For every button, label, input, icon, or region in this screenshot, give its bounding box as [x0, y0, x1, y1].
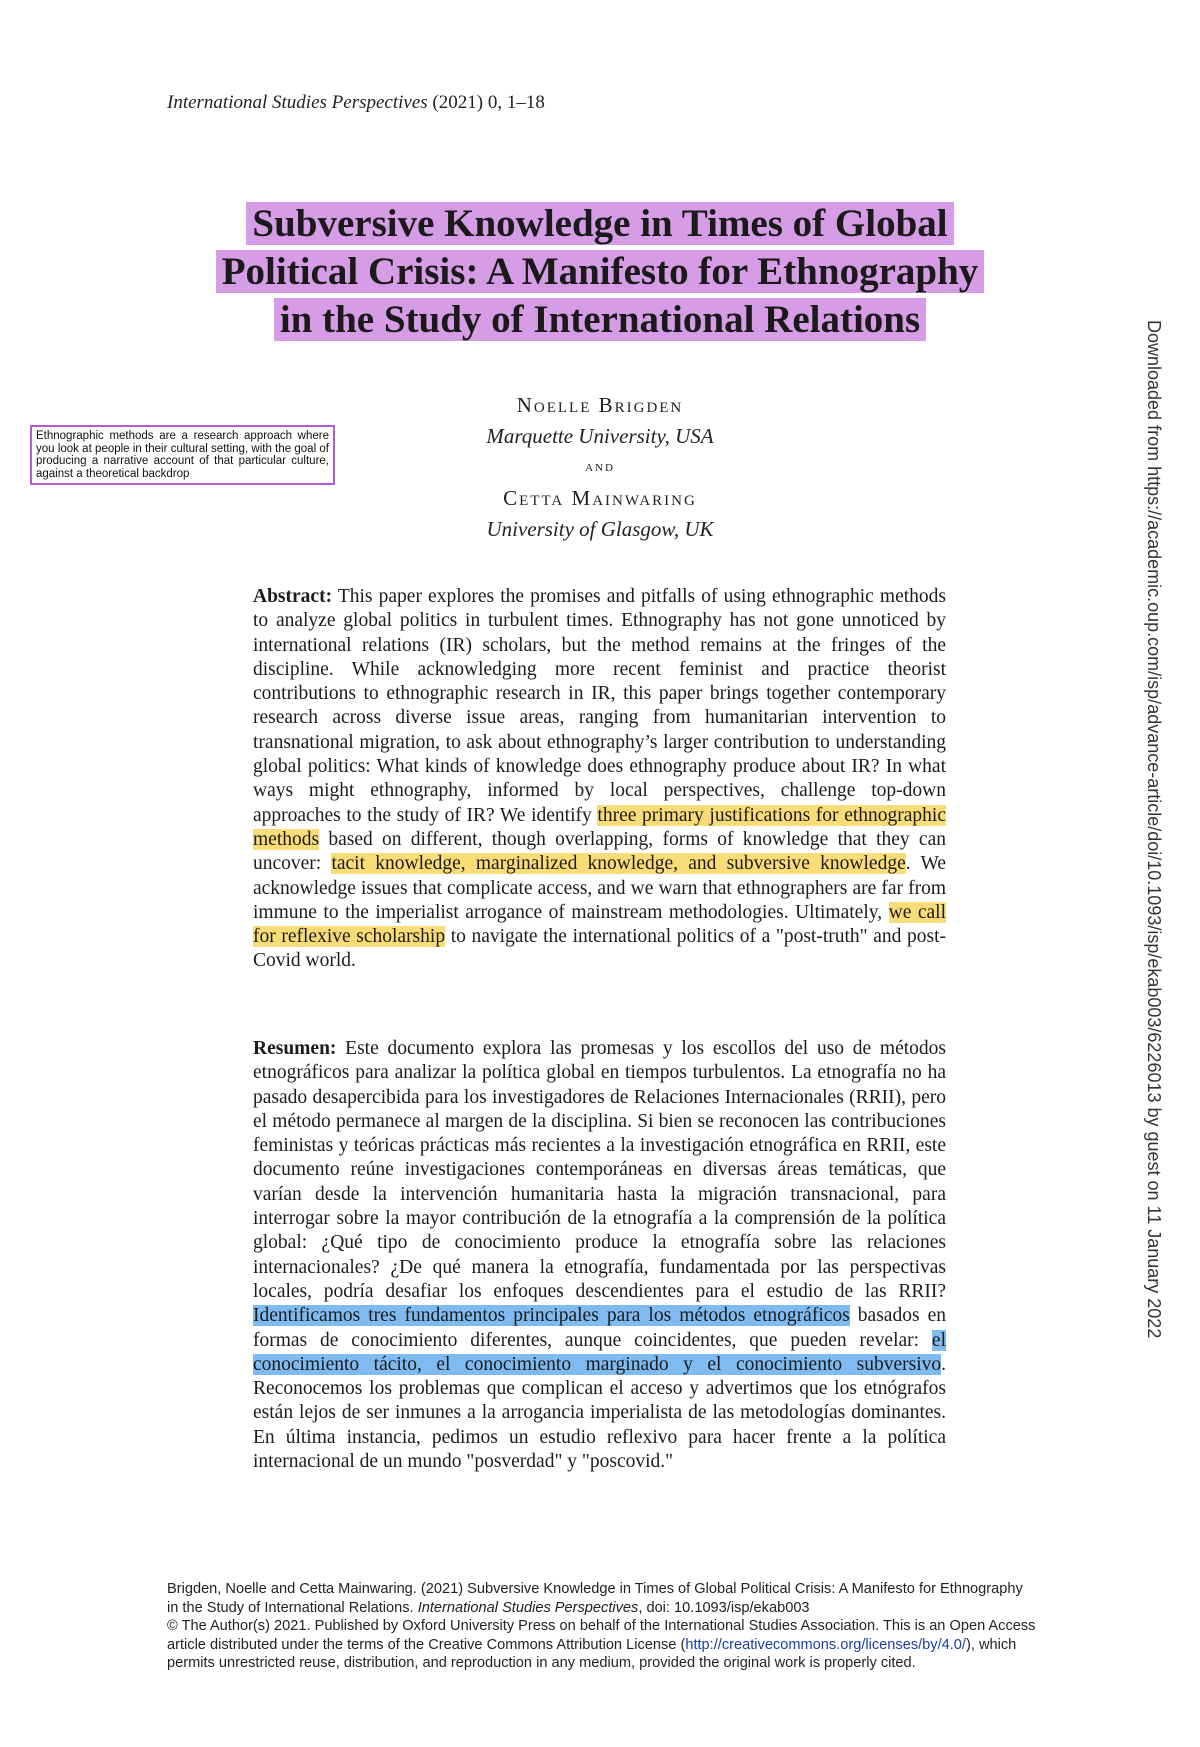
- abstract-label: Abstract:: [253, 586, 333, 607]
- citation-footer: [167, 1580, 1037, 1673]
- author-conjunction: and: [585, 459, 615, 475]
- abstract-text-1: This paper explores the promises and pitfalls of using ethnographic methods to analyze global politics in turbulent times. Ethnography has not gone unnoticed by international relations (IR) scholars, but the method remains at the fringes of the discipline. While acknowledging more recent feminist and practice theorist contributions to ethnographic research in IR, this paper brings together contemporary research across diverse issue areas, ranging from humanitarian intervention to transnational migration, to ask about ethnography’s larger contribution to understanding global politics: What kinds of knowledge does ethnography produce about IR? In what ways might ethnography, informed by local perspectives, challenge top-down approaches to the study of IR? We identify: [253, 586, 947, 826]
- citation-doi: , doi: 10.1093/isp/ekab003: [638, 1599, 810, 1616]
- resumen-text-2: basados en formas de conocimiento diferentes, aunque coincidentes, que pueden revelar:: [253, 1305, 946, 1351]
- copyright-text: © The Author(s) 2021. Published by Oxford University Press on behalf of the International Studies Association. This is an Open Access article distributed under the terms of the Creative Commons Attribution License (: [167, 1618, 1036, 1653]
- running-header: [167, 92, 545, 114]
- highlight-reflexive-scholarship[interactable]: we call for reflexive scholarship: [253, 901, 946, 948]
- author-affiliation-2: University of Glasgow, UK: [486, 517, 714, 541]
- highlight-knowledge-forms[interactable]: tacit knowledge, marginalized knowledge, and subversive knowledge: [331, 853, 906, 875]
- article-title: [120, 200, 1080, 344]
- author-affiliation-1: Marquette University, USA: [486, 424, 714, 448]
- resumen-label: Resumen:: [253, 1038, 337, 1059]
- highlight-justifications[interactable]: three primary justifications for ethnographic methods: [253, 804, 946, 850]
- journal-volume-info: (2021) 0, 1–18: [432, 92, 545, 113]
- journal-name: International Studies Perspectives: [167, 92, 428, 113]
- title-line-2: Political Crisis: A Manifesto for Ethnography: [216, 250, 985, 293]
- abstract-text-2: based on different, though overlapping, forms of knowledge that they can uncover:: [253, 828, 946, 875]
- author-block: [300, 390, 900, 545]
- resumen-text-3: . Reconocemos los problemas que complican el acceso y advertimos que los etnógrafos están lejos de ser inmunes a la arrogancia imperialista de las metodologías dominantes. En última instancia, pedimos un estudio reflexivo para hacer frente a la política internacional de un mundo "posverdad" y "poscovid.": [253, 1353, 946, 1473]
- highlight-conocimiento[interactable]: el conocimiento tácito, el conocimiento marginado y el conocimiento subversivo: [253, 1329, 946, 1375]
- author-name-1: Noelle Brigden: [516, 393, 684, 417]
- citation-journal: International Studies Perspectives: [417, 1599, 639, 1616]
- title-line-3: in the Study of International Relations: [274, 298, 926, 341]
- license-link[interactable]: http://creativecommons.org/licenses/by/4.0/: [685, 1636, 966, 1653]
- abstract-spanish: [253, 1037, 946, 1474]
- margin-annotation[interactable]: [30, 425, 335, 485]
- abstract-text-4: to navigate the international politics of a "post-truth" and post-Covid world.: [253, 926, 947, 972]
- highlight-fundamentos[interactable]: Identificamos tres fundamentos principales para los métodos etnográficos: [253, 1305, 850, 1327]
- author-name-2: Cetta Mainwaring: [503, 486, 697, 510]
- citation-text: Brigden, Noelle and Cetta Mainwaring. (2021) Subversive Knowledge in Times of Global Political Crisis: A Manifesto for Ethnography in the Study of International Relations.: [167, 1581, 1023, 1616]
- abstract-text-3: . We acknowledge issues that complicate access, and we warn that ethnographers are far from immune to the imperialist arrogance of mainstream methodologies. Ultimately,: [253, 853, 946, 923]
- download-watermark: Downloaded from https://academic.oup.com/isp/advance-article/doi/10.1093/isp/ekab003/6226013 by guest on 11 January 2022: [1144, 320, 1164, 1339]
- abstract-english: [253, 585, 946, 974]
- copyright-end: ), which permits unrestricted reuse, distribution, and reproduction in any medium, provided the original work is properly cited.: [167, 1636, 1017, 1672]
- resumen-text-1: Este documento explora las promesas y los escollos del uso de métodos etnográficos para analizar la política global en tiempos turbulentos. La etnografía no ha pasado desapercibida para los investigadores de Relaciones Internacionales (RRII), pero el método permanece al margen de la disciplina. Si bien se reconocen las contribuciones feministas y teóricas prácticas más recientes a la investigación etnográfica en RRII, este documento reúne investigaciones contemporáneas en diversas áreas temáticas, que varían desde la intervención humanitaria hasta la migración transnacional, para interrogar sobre la mayor contribución de la etnografía a la comprensión de la política global: ¿Qué tipo de conocimiento produce la etnografía sobre las relaciones internacionales? ¿De qué manera la etnografía, fundamentada por las perspectivas locales, podría desafiar los enfoques descendientes para el estudio de las RRII?: [253, 1038, 947, 1302]
- title-line-1: Subversive Knowledge in Times of Global: [246, 202, 953, 245]
- margin-annotation-text: Ethnographic methods are a research approach where you look at people in their cultural setting, with the goal of producing a narrative account of that particular culture, against a theoretical backdrop: [36, 430, 329, 480]
